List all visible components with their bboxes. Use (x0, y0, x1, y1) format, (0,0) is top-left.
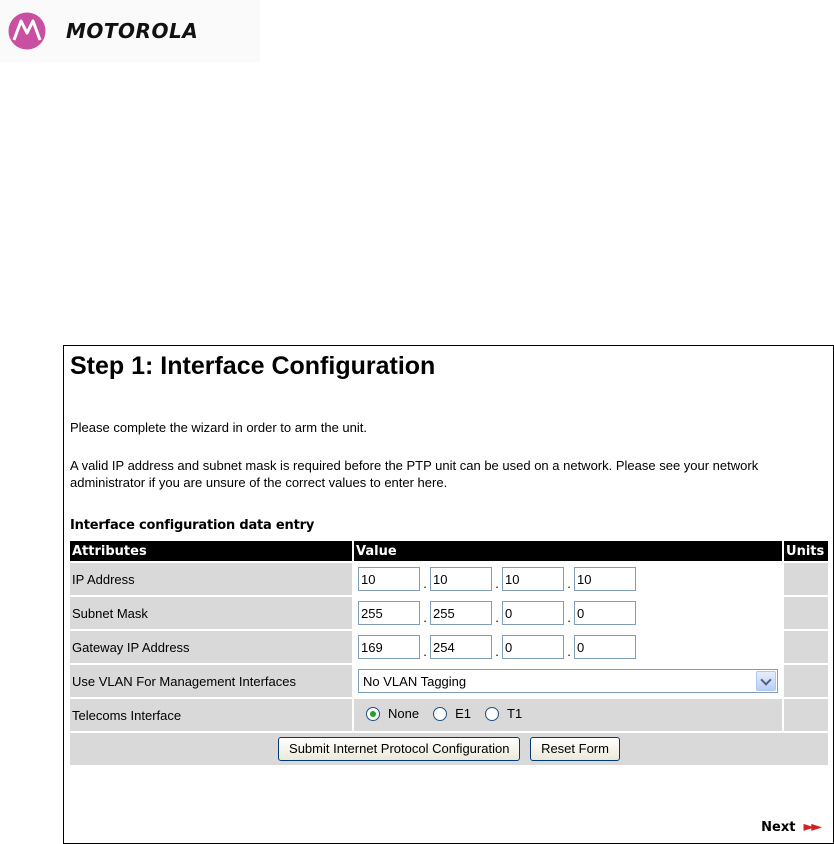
telecoms-value (354, 699, 782, 731)
ip-address-units (784, 563, 828, 595)
logo-area (0, 0, 260, 62)
table-row-ip-address (70, 563, 828, 595)
intro-text: Please complete the wizard in order to arm the unit. (70, 420, 367, 435)
chevron-down-icon[interactable] (756, 671, 776, 691)
gateway-value: 169 .254 .0 .0 (354, 631, 782, 663)
telecoms-label: Telecoms Interface (70, 699, 352, 731)
gateway-label: Gateway IP Address (70, 631, 352, 663)
subnet-octet-3-input[interactable] (502, 601, 564, 625)
next-label: Next (761, 819, 796, 835)
gateway-octet-4-input[interactable] (574, 635, 636, 659)
subnet-octet-1-input[interactable] (358, 601, 420, 625)
telecoms-units (784, 699, 828, 731)
vlan-value (354, 665, 782, 697)
subnet-mask-label: Subnet Mask (70, 597, 352, 629)
reset-button[interactable]: Reset Form (530, 737, 620, 761)
description-text: A valid IP address and subnet mask is required before the PTP unit can be used on a network. Please see your network administrator if you are unsure of the correct values to enter here. (70, 458, 759, 490)
gateway-octet-1-input[interactable] (358, 635, 420, 659)
button-row (70, 733, 828, 765)
subnet-octet-4-input[interactable] (574, 601, 636, 625)
vlan-units (784, 665, 828, 697)
submit-button[interactable]: Submit Internet Protocol Configuration (278, 737, 520, 761)
page-title: Step 1: Interface Configuration (70, 352, 436, 380)
radio-t1-label: T1 (507, 706, 523, 722)
ip-octet-2-input[interactable] (430, 567, 492, 591)
button-cell (70, 733, 828, 765)
telecoms-radio-group (366, 706, 532, 721)
vlan-select[interactable] (358, 669, 778, 693)
gateway-octet-2-input[interactable] (430, 635, 492, 659)
ip-octet-4-input[interactable] (574, 567, 636, 591)
radio-t1[interactable] (485, 707, 499, 721)
header-value: Value (354, 541, 782, 561)
subnet-mask-value: 255 .255 .0 .0 (354, 597, 782, 629)
ip-address-label: IP Address (70, 563, 352, 595)
ip-octet-3-input[interactable] (502, 567, 564, 591)
header-units: Units (784, 541, 828, 561)
gateway-octet-3-input[interactable] (502, 635, 564, 659)
ip-octet-1-input[interactable] (358, 567, 420, 591)
section-heading: Interface configuration data entry (70, 518, 315, 533)
ip-address-value: 10 .10 .10 .10 (354, 563, 782, 595)
radio-none[interactable] (366, 707, 380, 721)
table-header-row (70, 541, 828, 561)
interface-config-table (68, 539, 830, 767)
table-row-vlan (70, 665, 828, 697)
radio-e1[interactable] (433, 707, 447, 721)
radio-e1-label: E1 (455, 706, 472, 722)
header-attributes: Attributes (70, 541, 352, 561)
vlan-selected-value: No VLAN Tagging (363, 674, 467, 689)
table-row-telecoms (70, 699, 828, 731)
vlan-label: Use VLAN For Management Interfaces (70, 665, 352, 697)
table-row-subnet-mask (70, 597, 828, 629)
wizard-panel (63, 345, 834, 844)
next-link[interactable] (761, 819, 819, 835)
radio-none-label: None (388, 706, 420, 722)
table-row-gateway (70, 631, 828, 663)
subnet-mask-units (784, 597, 828, 629)
motorola-logo-icon (8, 12, 46, 50)
subnet-octet-2-input[interactable] (430, 601, 492, 625)
brand-name: MOTOROLA (66, 19, 199, 43)
double-arrow-right-icon: ►► (803, 819, 819, 835)
gateway-units (784, 631, 828, 663)
